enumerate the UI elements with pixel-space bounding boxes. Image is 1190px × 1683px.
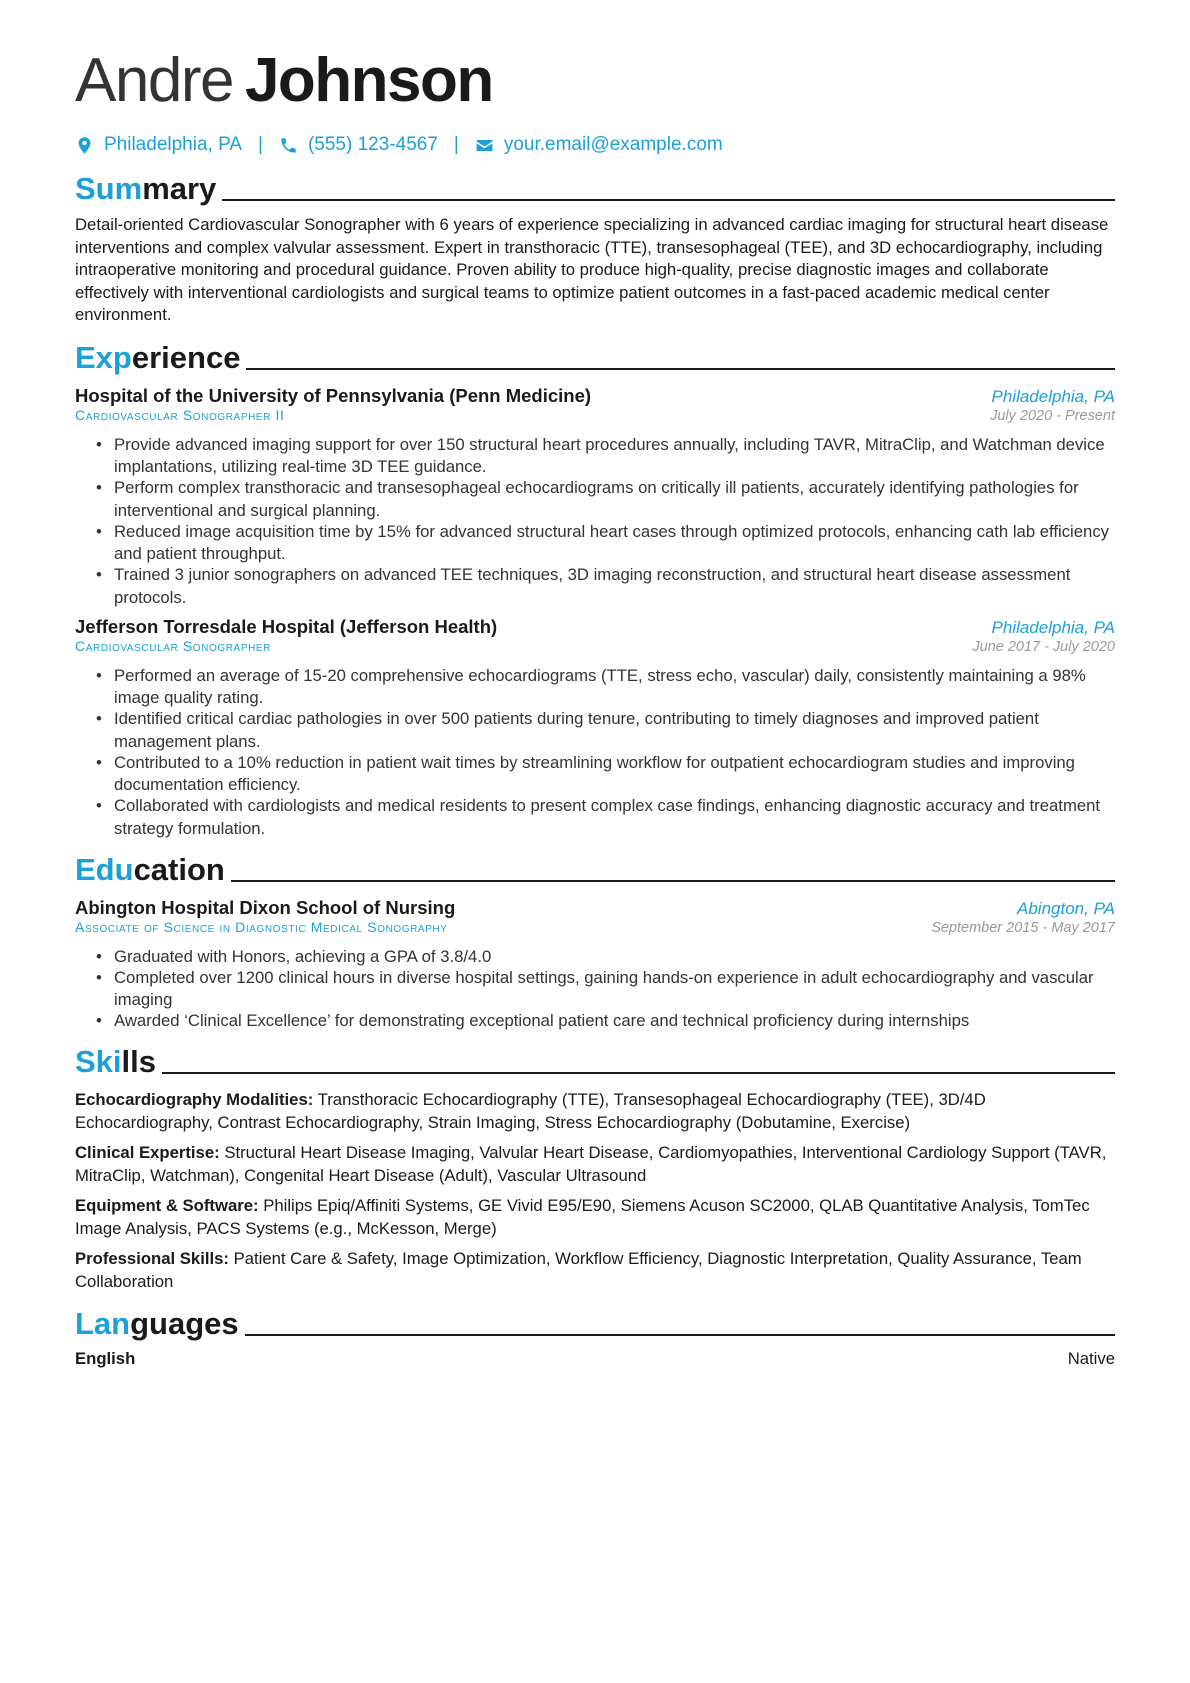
skills-heading <box>75 1043 1115 1081</box>
job-title: Cardiovascular Sonographer II <box>75 406 285 423</box>
bullet-item: • Awarded ‘Clinical Excellence’ for demonstrating exceptional patient care and technical proficiency during internships <box>114 1010 1115 1033</box>
bullet-list <box>75 665 1115 841</box>
summary-heading <box>75 170 1115 208</box>
bullet-item: • Graduated with Honors, achieving a GPA of 3.8/4.0 <box>114 946 1115 969</box>
skill-label: Echocardiography Modalities: <box>75 1090 314 1109</box>
entry-dates: September 2015 - May 2017 <box>931 919 1115 936</box>
skill-value: Structural Heart Disease Imaging, Valvular Heart Disease, Cardiomyopathies, Interventional Cardiology Support (TAVR, MitraClip, Watchman), Congenital Heart Disease (Adult), Vascular Ultrasound <box>75 1143 1107 1185</box>
candidate-name <box>75 44 1115 118</box>
first-name: Andre <box>75 46 233 115</box>
skill-label: Equipment & Software: <box>75 1196 259 1215</box>
section-rule <box>222 199 1115 201</box>
bullet-item: • Perform complex transthoracic and transesophageal echocardiograms on critically ill patients, accurately identifying pathologies for interventional and surgical planning. <box>114 477 1115 522</box>
employer-name: Hospital of the University of Pennsylvania (Penn Medicine) <box>75 384 592 406</box>
education-entry <box>75 897 1115 1033</box>
envelope-icon <box>475 136 494 155</box>
section-title: Education <box>75 851 225 887</box>
entry-dates: July 2020 - Present <box>990 407 1115 424</box>
section-rule <box>231 880 1115 882</box>
phone-icon <box>279 136 298 155</box>
entry-dates: June 2017 - July 2020 <box>972 638 1115 655</box>
skill-line <box>75 1195 1115 1240</box>
skill-line <box>75 1142 1115 1187</box>
entry-location: Abington, PA <box>1017 898 1115 918</box>
entry-location: Philadelphia, PA <box>991 386 1115 406</box>
map-pin-icon <box>75 136 94 155</box>
contact-phone[interactable] <box>279 134 438 156</box>
summary-text: Detail-oriented Cardiovascular Sonographer with 6 years of experience specializing in advanced cardiac imaging for structural heart disease interventions and complex valvular assessment. Expert in transthoracic (TTE), transesophageal (TEE), and 3D echocardiography, including intraoperative monitoring and procedural guidance. Proven ability to produce high-quality, precise diagnostic images and collaborate effectively with interventional cardiologists and surgical teams to optimize patient outcomes in a fast-paced academic medical center environment. <box>75 215 1109 324</box>
contact-bar <box>75 134 1115 156</box>
experience-entry <box>75 616 1115 841</box>
section-title: Languages <box>75 1306 239 1341</box>
job-title: Cardiovascular Sonographer <box>75 637 272 654</box>
section-title: Experience <box>75 339 241 375</box>
bullet-list <box>75 434 1115 610</box>
bullet-item: • Identified critical cardiac pathologies in over 500 patients during tenure, contributing to timely diagnoses and improved patient management plans. <box>114 708 1115 753</box>
section-rule <box>245 1334 1115 1336</box>
contact-separator: | <box>258 134 263 155</box>
languages-heading <box>75 1305 1115 1343</box>
bullet-item: • Trained 3 junior sonographers on advanced TEE techniques, 3D imaging reconstruction, and structural heart disease assessment protocols. <box>114 564 1115 609</box>
section-rule <box>162 1072 1115 1074</box>
bullet-item: • Provide advanced imaging support for over 150 structural heart procedures annually, including TAVR, MitraClip, and Watchman device implantations, utilizing real-time 3D TEE guidance. <box>114 434 1115 479</box>
resume-page <box>75 0 1115 1369</box>
language-name: English <box>75 1349 136 1368</box>
bullet-item: • Contributed to a 10% reduction in patient wait times by streamlining workflow for outpatient echocardiogram studies and improving documentation efficiency. <box>114 752 1115 797</box>
language-level: Native <box>1067 1349 1115 1368</box>
bullet-item: • Collaborated with cardiologists and medical residents to present complex case findings, enhancing diagnostic accuracy and treatment strategy formulation. <box>114 795 1115 840</box>
degree-title: Associate of Science in Diagnostic Medical Sonography <box>75 918 448 935</box>
skill-value: Patient Care & Safety, Image Optimization, Workflow Efficiency, Diagnostic Interpretation, Quality Assurance, Team Collaboration <box>75 1249 1082 1291</box>
email-link[interactable]: your.email@example.com <box>503 134 723 155</box>
location-text: Philadelphia, PA <box>104 134 243 155</box>
section-title: Skills <box>75 1044 156 1079</box>
bullet-item: • Performed an average of 15-20 comprehensive echocardiograms (TTE, stress echo, vascular) daily, consistently maintaining a 98% image quality rating. <box>114 665 1115 710</box>
skill-value: Philips Epiq/Affiniti Systems, GE Vivid E95/E90, Siemens Acuson SC2000, QLAB Quantitative Analysis, TomTec Image Analysis, PACS Systems (e.g., McKesson, Merge) <box>75 1196 1090 1238</box>
experience-heading <box>75 339 1115 377</box>
education-heading <box>75 851 1115 889</box>
skill-line <box>75 1089 1115 1134</box>
contact-separator: | <box>453 134 459 155</box>
section-rule <box>246 368 1115 370</box>
bullet-item: • Reduced image acquisition time by 15% for advanced structural heart cases through optimized protocols, enhancing cath lab efficiency and patient throughput. <box>114 521 1115 566</box>
last-name: Johnson <box>244 46 493 115</box>
skill-line <box>75 1248 1115 1293</box>
school-name: Abington Hospital Dixon School of Nursing <box>75 896 456 918</box>
experience-entry <box>75 385 1115 610</box>
contact-location <box>75 134 242 156</box>
bullet-list <box>75 946 1115 1033</box>
entry-location: Philadelphia, PA <box>991 617 1115 637</box>
skill-value: Transthoracic Echocardiography (TTE), Transesophageal Echocardiography (TEE), 3D/4D Echocardiography, Contrast Echocardiography, Strain Imaging, Stress Echocardiography (Dobutamine, Exercise) <box>75 1090 986 1132</box>
contact-email[interactable] <box>475 134 723 156</box>
section-title: Summary <box>75 171 217 206</box>
skill-label: Professional Skills: <box>75 1249 229 1268</box>
bullet-item: • Completed over 1200 clinical hours in diverse hospital settings, gaining hands-on experience in adult echocardiography and vascular imaging <box>114 967 1115 1012</box>
skill-label: Clinical Expertise: <box>75 1143 220 1162</box>
employer-name: Jefferson Torresdale Hospital (Jefferson Health) <box>75 615 498 637</box>
language-row <box>75 1349 1115 1369</box>
phone-text[interactable]: (555) 123-4567 <box>307 134 438 155</box>
